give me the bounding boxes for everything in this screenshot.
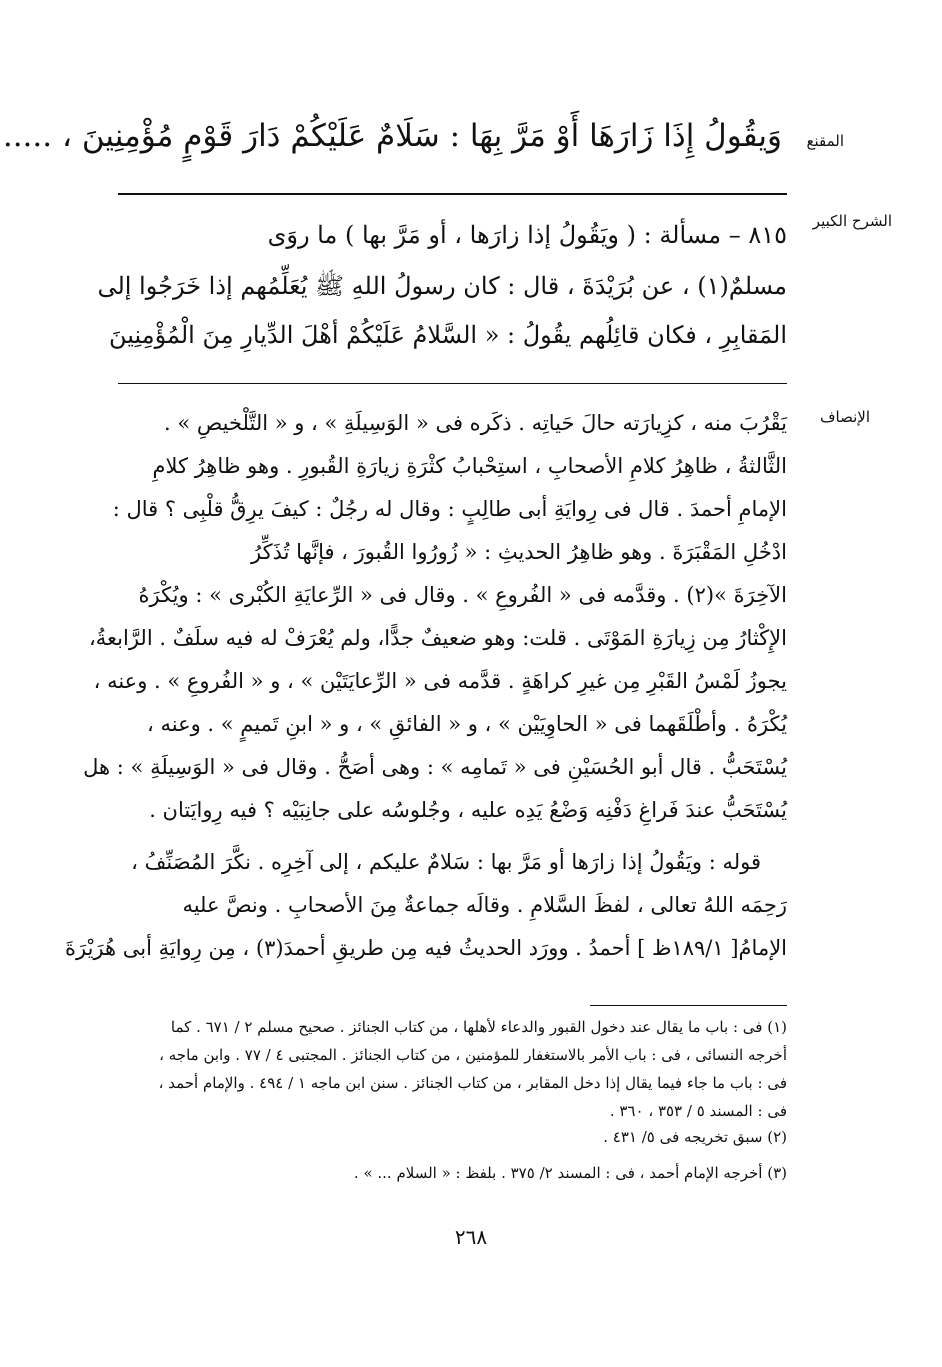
footnote-line: فى : باب ما جاء فيما يقال إذا دخل المقابر ، من كتاب الجنائز . سنن ابن ماجه ١ / ٤٩٤ . والإمام أحمد ، — [158, 1074, 787, 1092]
insaf-line: قوله : ويَقُولُ إذا زارَها أو مَرَّ بها : سَلامٌ عليكم ، إلى آخِرِه . نكَّرَ المُصَنِّفُ ، — [131, 850, 761, 874]
insaf-line: يجوزُ لَمْسُ القَبْرِ مِن غيرِ كراهَةٍ . قدَّمه فى « الرِّعايَتَيْن » ، و « الفُروعِ » . وعنه ، — [93, 669, 787, 693]
insaf-line: الثَّالثةُ ، ظاهِرُ كلامِ الأصحابِ ، استِحْبابُ كثْرَةِ زيارَةِ القُبورِ . وهو ظاهِرُ كلامِ — [152, 454, 787, 478]
insaf-line: يُكْرَهُ . وأطْلَقَهما فى « الحاوِيَيْن » ، و « الفائقِ » ، و « ابنِ تَميمٍ » . وعنه ، — [147, 712, 787, 736]
footnote-line: فى : المسند ٥ / ٣٥٣ ، ٣٦٠ . — [609, 1102, 787, 1120]
section-label-muqni: المقنع — [806, 132, 844, 150]
footnote-divider — [590, 1005, 787, 1006]
insaf-line: يُسْتَحَبُّ عندَ فَراغِ دَفْنِه وَضْعُ يَدِه عليه ، وجُلوسُه على جانِبَيْه ؟ فيه رِوايَتان . — [149, 798, 787, 822]
divider-sharh — [118, 383, 787, 384]
sharh-line: المَقابِرِ ، فكان قائِلُهم يقُولُ : « السَّلامُ عَلَيْكُمْ أهْلَ الدِّيارِ مِنَ الْمُؤْمِنِينَ — [108, 321, 787, 349]
footnote-line: (٢) سبق تخريجه فى ٥/ ٤٣١ . — [603, 1128, 787, 1146]
insaf-line: الإمامُ[ ١٨٩/١ظ ] أحمدُ . وورَد الحديثُ فيه مِن طريقِ أحمدَ(٣) ، مِن رِوايَةِ أبى هُرَيْرَةَ — [64, 936, 787, 960]
sharh-line: ٨١٥ – مسألة : ( ويَقُولُ إذا زارَها ، أو مَرَّ بها ) ما روَى — [267, 221, 787, 249]
page-number: ٢٦٨ — [454, 1225, 488, 1249]
muqni-text — [2, 112, 782, 168]
footnote-line: (١) فى : باب ما يقال عند دخول القبور والدعاء لأهلها ، من كتاب الجنائز . صحيح مسلم ٢ / ٦٧١ . كما — [170, 1018, 787, 1036]
section-label-sharh: الشرح الكبير — [812, 212, 892, 230]
footnote-line: أخرجه النسائى ، فى : باب الأمر بالاستغفار للمؤمنين ، من كتاب الجنائز . المجتبى ٤ / ٧٧ . وابن ماجه ، — [159, 1046, 787, 1064]
sharh-text — [97, 215, 787, 365]
divider-muqni — [118, 193, 787, 195]
sharh-line: مسلمٌ(١) ، عن بُرَيْدَةَ ، قال : كان رسولُ اللهِ ﷺ يُعَلِّمُهم إذا خَرَجُوا إلى — [97, 272, 787, 300]
insaf-text — [64, 405, 787, 995]
insaf-line: الإِكْثارُ مِن زِيارَةِ المَوْتَى . قلت: وهو ضعيفٌ جدًّا، ولم يُعْرَفْ له فيه سلَفٌ . الرَّابعةُ، — [89, 626, 787, 650]
footnote-line: (٣) أخرجه الإمام أحمد ، فى : المسند ٢/ ٣٧٥ . بلفظ : « السلام ... » . — [353, 1164, 787, 1182]
insaf-line: ادْخُلِ المَقْبَرَةَ . وهو ظاهِرُ الحديثِ : « زُورُوا القُبورَ ، فإنَّها تُذَكِّرُ — [251, 540, 787, 564]
muqni-line: وَيقُولُ إِذَا زَارَهَا أَوْ مَرَّ بِهَا : سَلَامٌ عَلَيْكُمْ دَارَ قَوْمٍ مُؤْمِنِينَ ، ..... — [2, 118, 782, 154]
insaf-line: الإمامِ أحمدَ . قال فى رِوايَةِ أبى طالِبٍ : وقال له رجُلٌ : كيفَ يرِقُّ قلْبِى ؟ قال : — [112, 497, 787, 521]
insaf-line: رَحِمَه اللهُ تعالى ، لفظَ السَّلامِ . وقالَه جماعةٌ مِنَ الأصحابِ . ونصَّ عليه — [182, 893, 787, 917]
insaf-line: الآخِرَةَ »(٢) . وقدَّمه فى « الفُروعِ » . وقال فى « الرِّعايَةِ الكُبْرى » : ويُكْرَهُ — [138, 583, 787, 607]
insaf-line: يَقْرُبَ منه ، كزِيارَته حالَ حَياتِه . ذكَره فى « الوَسِيلَةِ » ، و « التَّلْخيصِ » . — [164, 411, 787, 435]
insaf-line: يُسْتَحَبُّ . قال أبو الحُسَيْنِ فى « تَمامِه » : وهى أصَحُّ . وقال فى « الوَسِيلَةِ » : هل — [83, 755, 787, 779]
footnotes — [118, 1018, 787, 1198]
section-label-insaf: الإنصاف — [819, 408, 870, 426]
